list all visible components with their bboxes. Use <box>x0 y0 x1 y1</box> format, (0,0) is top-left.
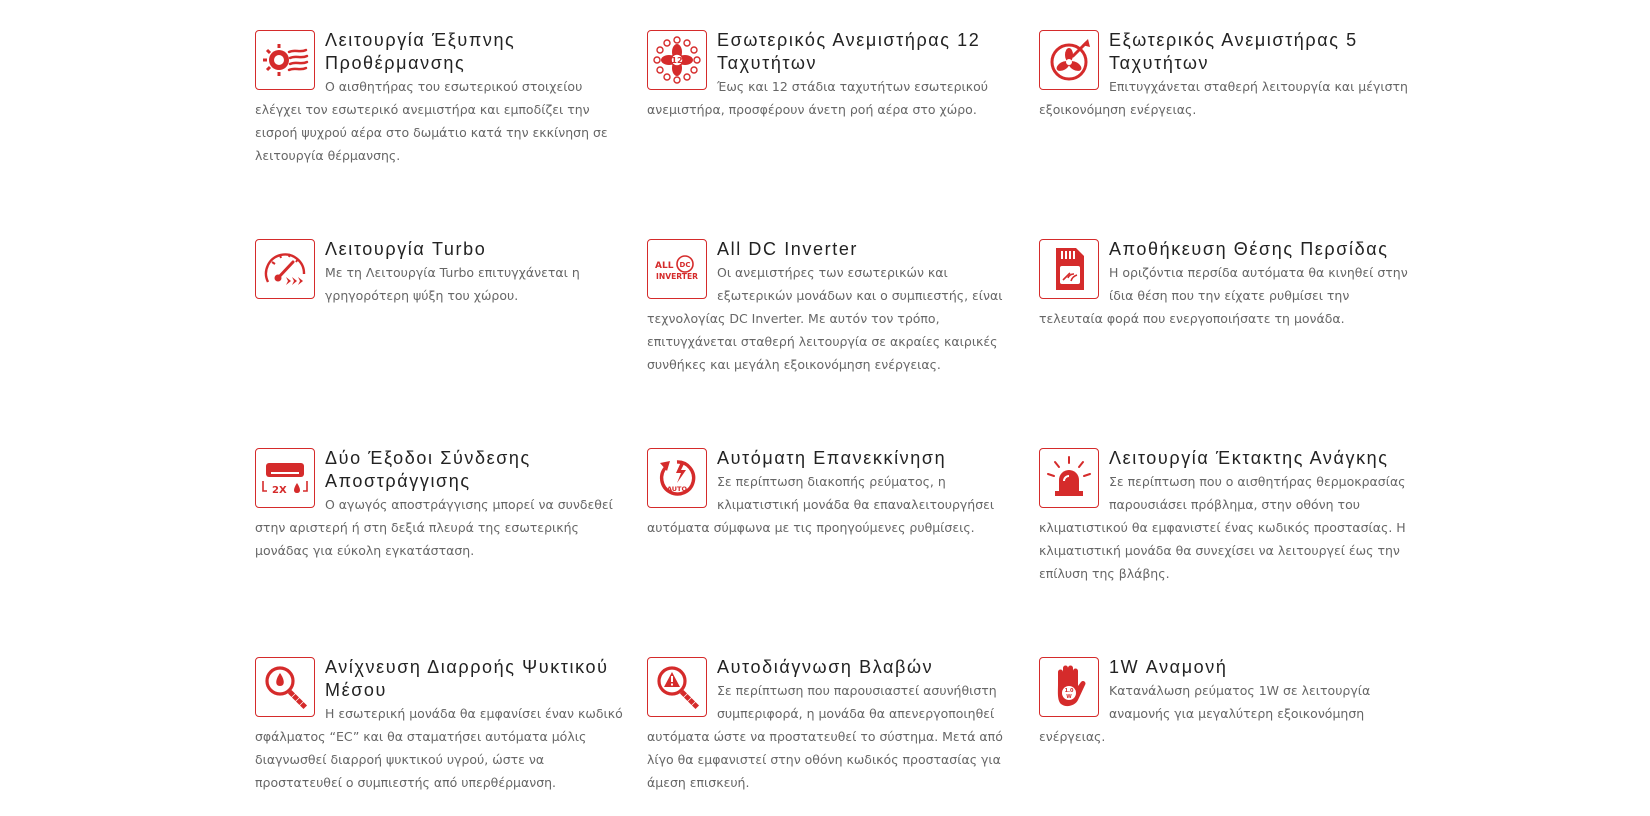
icon-text-all: ALL <box>655 261 674 271</box>
feature-self-diagnosis <box>647 655 1022 794</box>
emergency-siren-icon <box>1039 448 1099 508</box>
feature-title: Ανίχνευση Διαρροής Ψυκτικού Μέσου <box>325 657 609 700</box>
icon-text-w: W <box>1066 694 1072 700</box>
dual-drain-outlet-icon <box>255 448 315 508</box>
feature-louver-position-memory <box>1039 237 1414 330</box>
feature-description: Η οριζόντια περσίδα αυτόματα θα κινηθεί στην ίδια θέση που την είχατε ρυθμίσει την τελευταία φορά που ενεργοποιήσατε τη μονάδα. <box>1039 265 1408 326</box>
feature-auto-restart <box>647 446 1022 539</box>
all-dc-inverter-icon <box>647 239 707 299</box>
feature-title: 1W Αναμονή <box>1109 657 1228 677</box>
svg-text:12: 12 <box>671 56 683 65</box>
auto-restart-icon <box>647 448 707 508</box>
feature-title: Λειτουργία Turbo <box>325 239 487 259</box>
turbo-speedometer-icon <box>255 239 315 299</box>
feature-title: Εσωτερικός Ανεμιστήρας 12 Ταχυτήτων <box>717 30 981 73</box>
feature-description: Η εσωτερική μονάδα θα εμφανίσει έναν κωδικό σφάλματος “EC” και θα σταματήσει αυτόματα μόλις διαγνωσθεί διαρροή ψυκτικού υγρού, ώστε να προστατευθεί ο συμπιεστής από υπερθέρμανση. <box>255 706 623 790</box>
feature-emergency-mode <box>1039 446 1414 585</box>
feature-description: Σε περίπτωση διακοπής ρεύματος, η κλιματιστική μονάδα θα επαναλειτουργήσει αυτόματα σύμφωνα με τις προηγούμενες ρυθμίσεις. <box>647 474 995 535</box>
feature-refrigerant-leak-detection <box>255 655 630 794</box>
feature-outdoor-fan-5-speeds <box>1039 28 1414 121</box>
feature-description: Οι ανεμιστήρες των εσωτερικών και εξωτερικών μονάδων και ο συμπιεστής, είναι τεχνολογίας DC Inverter. Με αυτόν τον τρόπο, επιτυγχάνεται σταθερή λειτουργία σε ακραίες καιρικές συνθήκες και μεγάλη εξοικονόμηση ενέργειας. <box>647 265 1003 372</box>
memory-card-louver-icon <box>1039 239 1099 299</box>
feature-title: Αποθήκευση Θέσης Περσίδας <box>1109 239 1389 259</box>
refrigerant-leak-magnifier-icon <box>255 657 315 717</box>
self-diagnosis-magnifier-icon <box>647 657 707 717</box>
feature-title: Εξωτερικός Ανεμιστήρας 5 Ταχυτήτων <box>1109 30 1358 73</box>
feature-turbo <box>255 237 630 307</box>
smart-preheat-icon <box>255 30 315 90</box>
feature-1w-standby <box>1039 655 1414 748</box>
icon-text-inverter: INVERTER <box>656 272 698 281</box>
feature-title: Αυτόματη Επανεκκίνηση <box>717 448 947 468</box>
feature-title: Δύο Έξοδοι Σύνδεσης Αποστράγγισης <box>325 448 531 491</box>
feature-description: Ο αισθητήρας του εσωτερικού στοιχείου ελέγχει τον εσωτερικό ανεμιστήρα και εμποδίζει την εισροή ψυχρού αέρα στο δωμάτιο κατά την εκκίνηση σε λειτουργία θέρμανσης. <box>255 79 608 163</box>
feature-description: Ο αγωγός αποστράγγισης μπορεί να συνδεθεί στην αριστερή ή στη δεξιά πλευρά της εσωτερικής μονάδας για εύκολη εγκατάσταση. <box>255 497 613 558</box>
feature-title: Αυτοδιάγνωση Βλαβών <box>717 657 934 677</box>
feature-all-dc-inverter <box>647 237 1022 376</box>
icon-text-auto: AUTO <box>666 485 688 493</box>
outdoor-fan-5-speeds-icon <box>1039 30 1099 90</box>
feature-description: Σε περίπτωση που ο αισθητήρας θερμοκρασίας παρουσιάσει πρόβλημα, στην οθόνη του κλιματιστικού θα εμφανιστεί ένας κωδικός προστασίας. Η κλιματιστική μονάδα θα συνεχίσει να λειτουργεί έως την επίλυση της βλάβης. <box>1039 474 1406 581</box>
feature-indoor-fan-12-speeds <box>647 28 1022 121</box>
indoor-fan-12-speeds-icon <box>647 30 707 90</box>
icon-text-dc: DC <box>679 261 691 269</box>
icon-text-2x: 2X <box>272 485 287 496</box>
feature-description: Κατανάλωση ρεύματος 1W σε λειτουργία αναμονής για μεγαλύτερη εξοικονόμηση ενέργειας. <box>1039 683 1371 744</box>
feature-smart-preheat <box>255 28 630 167</box>
feature-description: Σε περίπτωση που παρουσιαστεί ασυνήθιστη συμπεριφορά, η μονάδα θα απενεργοποιηθεί αυτόματα ώστε να προστατευθεί το σύστημα. Μετά από λίγο θα εμφανιστεί στην οθόνη κωδικός προστασίας για άμεση επισκευή. <box>647 683 1003 790</box>
feature-description: Έως και 12 στάδια ταχυτήτων εσωτερικού ανεμιστήρα, προσφέρουν άνετη ροή αέρα στο χώρο. <box>647 79 989 117</box>
feature-dual-drain <box>255 446 630 562</box>
icon-text-1-0: 1.0 <box>1064 688 1074 694</box>
feature-description: Επιτυγχάνεται σταθερή λειτουργία και μέγιστη εξοικονόμηση ενέργειας. <box>1039 79 1408 117</box>
feature-title: All DC Inverter <box>717 239 859 259</box>
feature-description: Με τη Λειτουργία Turbo επιτυγχάνεται η γρηγορότερη ψύξη του χώρου. <box>325 265 580 303</box>
feature-title: Λειτουργία Έξυπνης Προθέρμανσης <box>325 30 516 73</box>
standby-1w-hand-icon <box>1039 657 1099 717</box>
feature-title: Λειτουργία Έκτακτης Ανάγκης <box>1109 448 1389 468</box>
